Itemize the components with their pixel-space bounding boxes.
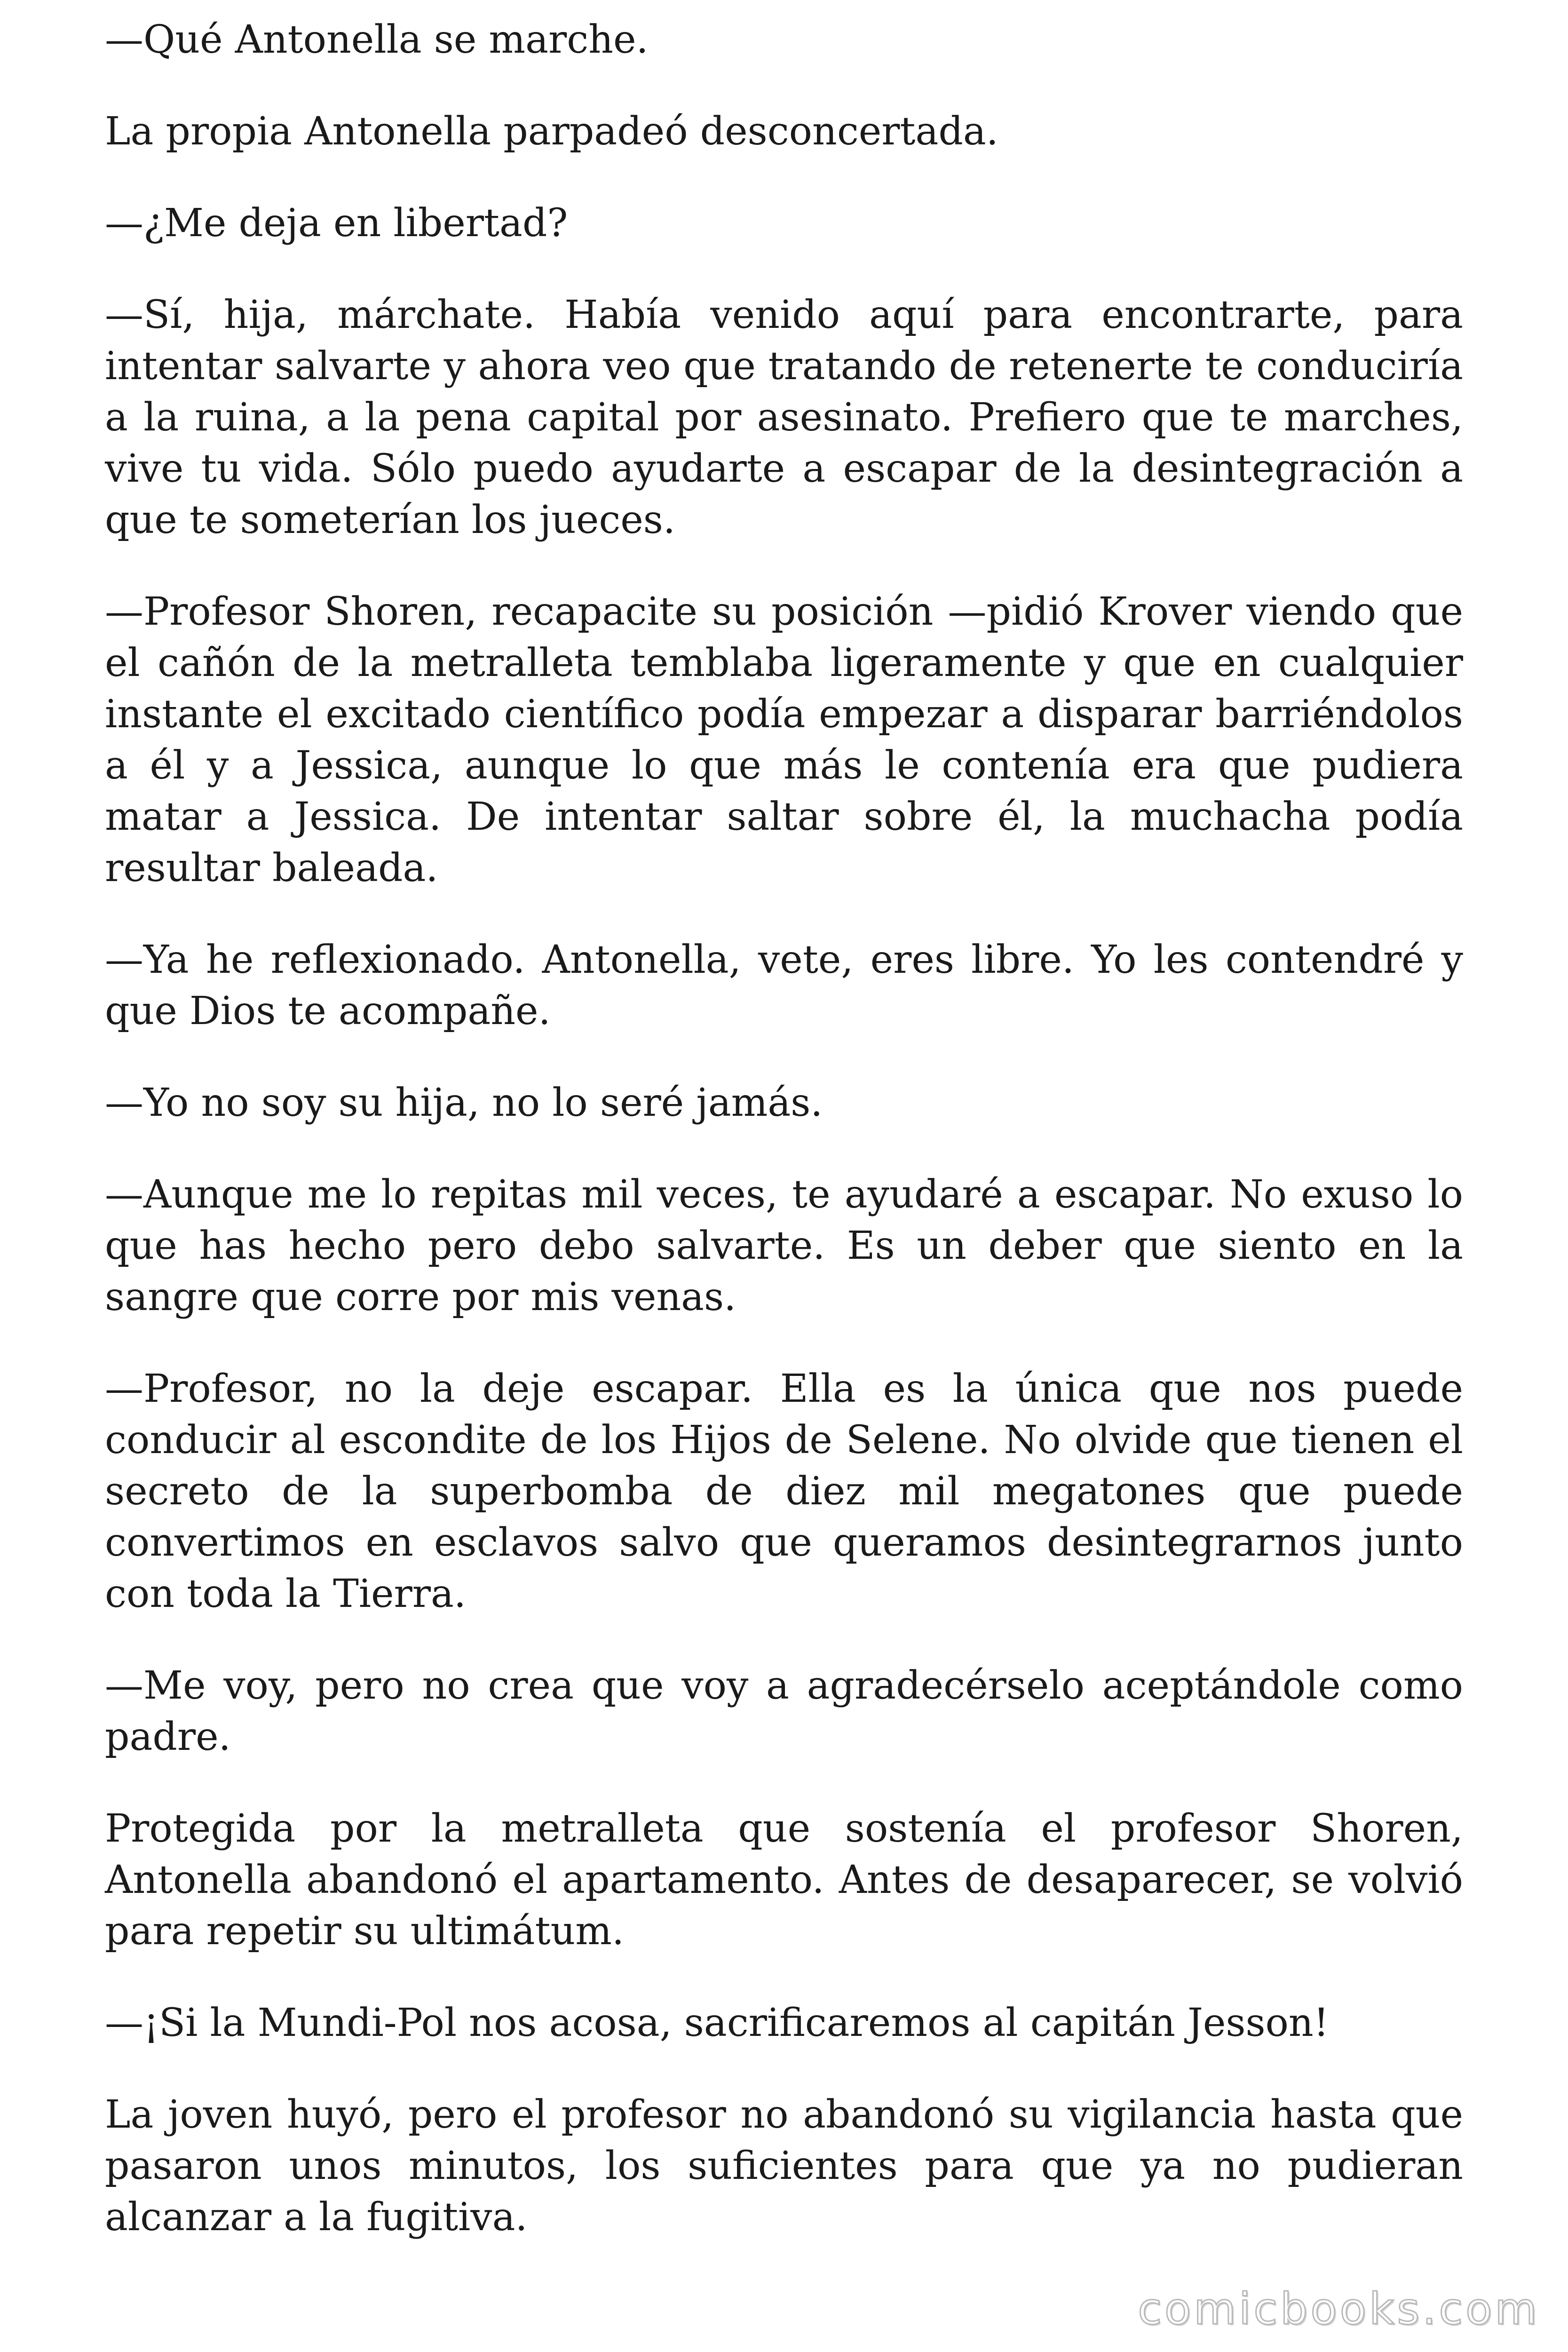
paragraph-5: —Profesor Shoren, recapacite su posición —pidió Krover viendo que el cañón de la metralleta temblaba ligeramente y que en cualquier instante el excitado científico podía empezar a disparar barriéndolos a él y a Jessica, aunque lo que más le contenía era que pudiera matar a Jessica. De intentar saltar sobre él, la muchacha podía resultar baleada. [105, 589, 1463, 890]
page-text [105, 14, 1463, 2283]
paragraph-3: —¿Me deja en libertad? [105, 201, 568, 246]
paragraph-7: —Yo no soy su hija, no lo seré jamás. [105, 1081, 823, 1125]
paragraph-2: La propia Antonella parpadeó desconcertada. [105, 109, 998, 154]
paragraph-9: —Profesor, no la deje escapar. Ella es la única que nos puede conducir al escondite de los Hijos de Selene. No olvide que tienen el secreto de la superbomba de diez mil megatones que puede convertimos en esclavos salvo que queramos desintegrarnos junto con toda la Tierra. [105, 1367, 1463, 1616]
watermark: comicbooks.com [1138, 2284, 1540, 2334]
paragraph-12: —¡Si la Mundi-Pol nos acosa, sacrificaremos al capitán Jesson! [105, 2001, 1329, 2045]
paragraph-1: —Qué Antonella se marche. [105, 17, 649, 62]
paragraph-13: La joven huyó, pero el profesor no abandonó su vigilancia hasta que pasaron unos minutos, los suficientes para que ya no pudieran alcanzar a la fugitiva. [105, 2092, 1463, 2240]
paragraph-10: —Me voy, pero no crea que voy a agradecérselo aceptándole como padre. [105, 1663, 1463, 1759]
paragraph-8: —Aunque me lo repitas mil veces, te ayudaré a escapar. No exuso lo que has hecho pero debo salvarte. Es un deber que siento en la sangre que corre por mis venas. [105, 1172, 1463, 1319]
paragraph-4: —Sí, hija, márchate. Había venido aquí para encontrarte, para intentar salvarte y ahora veo que tratando de retenerte te conduciría a la ruina, a la pena capital por asesinato. Prefiero que te marches, vive tu vida. Sólo puedo ayudarte a escapar de la desintegración a que te someterían los jueces. [105, 293, 1463, 542]
paragraph-11: Protegida por la metralleta que sostenía el profesor Shoren, Antonella abandonó el apartamento. Antes de desaparecer, se volvió para repetir su ultimátum. [105, 1806, 1463, 1954]
paragraph-6: —Ya he reflexionado. Antonella, vete, eres libre. Yo les contendré y que Dios te acompañe. [105, 938, 1463, 1033]
